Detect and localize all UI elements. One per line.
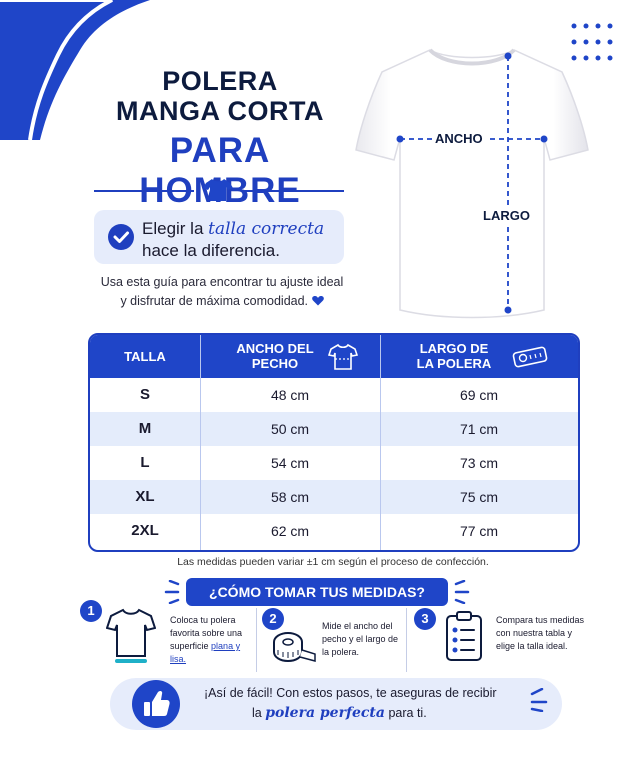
- tape-measure-icon: [510, 344, 550, 370]
- length-cell: 69 cm: [459, 387, 499, 403]
- step-1-highlight: plana y lisa.: [170, 641, 241, 664]
- column-divider: [200, 335, 201, 550]
- step-1-text: [170, 614, 252, 666]
- step-number-1: 1: [80, 600, 102, 622]
- table-header: [90, 335, 578, 378]
- length-cell: 73 cm: [459, 455, 499, 471]
- step-divider: [256, 608, 257, 672]
- chest-cell: 58 cm: [270, 489, 310, 505]
- step-number-2: 2: [262, 608, 284, 630]
- footer-pre: la: [252, 706, 262, 720]
- title-divider-left: [94, 190, 194, 192]
- tshirt-flat-icon: [106, 606, 156, 664]
- chest-cell: 50 cm: [270, 421, 310, 437]
- length-cell: 71 cm: [459, 421, 499, 437]
- check-icon: [108, 224, 134, 250]
- footer-line-1: ¡Así de fácil! Con estos pasos, te aseguras de recibir: [204, 686, 497, 700]
- title-divider-right: [242, 190, 344, 192]
- accent-lines-footer: [528, 688, 550, 712]
- tip-prefix: Elegir la: [142, 219, 204, 238]
- guide-text: [92, 273, 352, 311]
- step-divider: [406, 608, 407, 672]
- column-divider: [380, 335, 381, 550]
- tshirt-icon: [203, 178, 233, 202]
- table-row: [90, 378, 578, 412]
- header-chest-line-2: PECHO: [251, 356, 299, 371]
- size-cell: L: [140, 454, 150, 471]
- chest-cell: 48 cm: [270, 387, 310, 403]
- title-line-1: POLERA: [162, 66, 278, 96]
- tip-text: [142, 218, 332, 262]
- table-row: [90, 480, 578, 514]
- size-cell: S: [139, 386, 150, 403]
- tape-measure-roll-icon: [270, 630, 316, 664]
- heart-icon: [312, 295, 324, 306]
- footer-post: para ti.: [388, 706, 427, 720]
- shirt-measure-icon: [328, 342, 358, 372]
- tip-highlight: talla correcta: [208, 219, 325, 239]
- size-cell: 2XL: [131, 522, 159, 539]
- header-length-line-2: LA POLERA: [416, 356, 492, 371]
- width-label: ANCHO: [432, 131, 486, 146]
- size-cell: XL: [135, 488, 155, 505]
- measurement-note: Las medidas pueden variar ±1 cm según el proceso de confección.: [177, 556, 489, 568]
- guide-line-2: y disfrutar de máxima comodidad.: [120, 294, 309, 308]
- thumbs-up-icon: [132, 680, 180, 728]
- size-cell: M: [138, 420, 152, 437]
- clipboard-checklist-icon: [444, 610, 484, 662]
- guide-line-1: Usa esta guía para encontrar tu ajuste ideal: [100, 275, 344, 289]
- tip-suffix: hace la diferencia.: [142, 241, 280, 260]
- step-2-text: Mide el ancho del pecho y el largo de la polera.: [322, 621, 399, 657]
- accent-lines-left: [160, 580, 182, 604]
- step-number-3: 3: [414, 608, 436, 630]
- title-highlight: PARA: [169, 131, 271, 170]
- chest-cell: 62 cm: [270, 523, 310, 539]
- header-size: TALLA: [124, 349, 166, 364]
- howto-title: ¿CÓMO TOMAR TUS MEDIDAS?: [186, 578, 448, 606]
- tshirt-diagram: [352, 38, 592, 328]
- size-table: [88, 333, 580, 552]
- chest-cell: 54 cm: [270, 455, 310, 471]
- header-chest-line-1: ANCHO DEL: [236, 341, 314, 356]
- table-row: [90, 446, 578, 480]
- title-line-2: MANGA CORTA: [116, 96, 324, 126]
- header-length-line-1: LARGO DE: [419, 341, 489, 356]
- step-1-body: Coloca tu polera favorita sobre una superficie: [170, 615, 243, 651]
- page-title: [95, 66, 345, 126]
- footer-highlight: polera perfecta: [265, 705, 385, 721]
- length-cell: 75 cm: [459, 489, 499, 505]
- footer-line-2: [252, 705, 492, 721]
- table-row: [90, 412, 578, 446]
- step-3-text: Compara tus medidas con nuestra tabla y elige la talla ideal.: [496, 615, 585, 651]
- accent-lines-right: [452, 580, 474, 604]
- table-row: [90, 514, 578, 548]
- length-label: LARGO: [480, 208, 533, 223]
- length-cell: 77 cm: [459, 523, 499, 539]
